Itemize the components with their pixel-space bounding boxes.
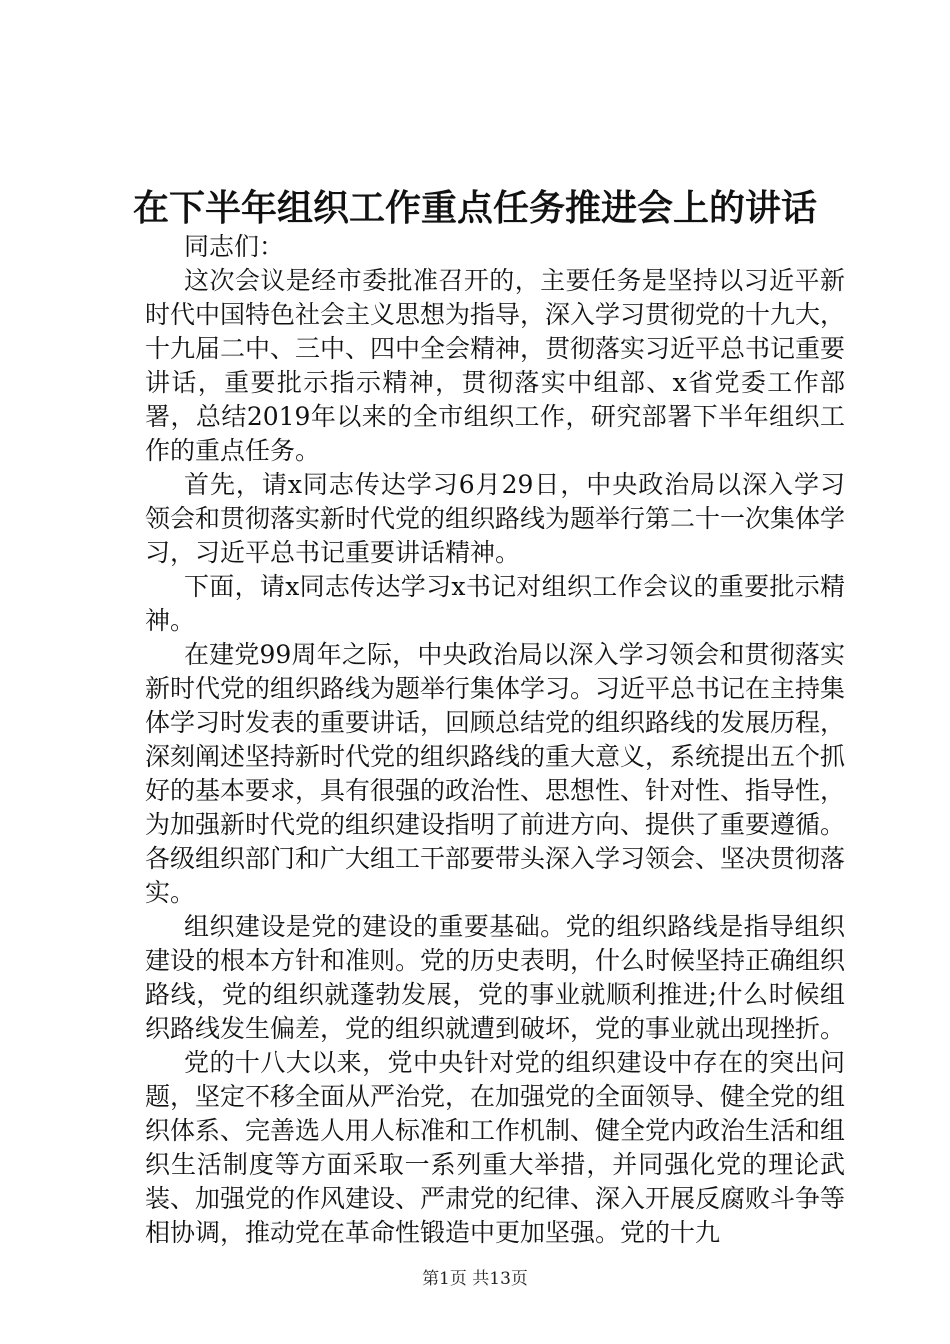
page-number-footer: 第1页 共13页 — [422, 1269, 528, 1289]
document-title: 在下半年组织工作重点任务推进会上的讲话 — [132, 187, 817, 229]
paragraph: 组织建设是党的建设的重要基础。党的组织路线是指导组织建设的根本方针和准则。党的历史表明，什么时候坚持正确组织路线，党的组织就蓬勃发展，党的事业就顺利推进;什么时候组织路线发生偏差，党的组织就遭到破坏，党的事业就出现挫折。 — [145, 912, 846, 1043]
paragraph: 这次会议是经市委批准召开的，主要任务是坚持以习近平新时代中国特色社会主义思想为指导，深入学习贯彻党的十九大，十九届二中、三中、四中全会精神，贯彻落实习近平总书记重要讲话，重要批示指示精神，贯彻落实中组部、x省党委工作部署，总结2019年以来的全市组织工作，研究部署下半年组织工作的重点任务。 — [145, 266, 846, 465]
paragraph: 党的十八大以来，党中央针对党的组织建设中存在的突出问题，坚定不移全面从严治党，在加强党的全面领导、健全党的组织体系、完善选人用人标准和工作机制、健全党内政治生活和组织生活制度等方面采取一系列重大举措，并同强化党的理论武装、加强党的作风建设、严肃党的纪律、深入开展反腐败斗争等相协调，推动党在革命性锻造中更加坚强。党的十九 — [145, 1048, 846, 1247]
document-body — [145, 230, 845, 1250]
paragraph: 在建党99周年之际，中央政治局以深入学习领会和贯彻落实新时代党的组织路线为题举行集体学习。习近平总书记在主持集体学习时发表的重要讲话，回顾总结党的组织路线的发展历程，深刻阐述坚持新时代党的组织路线的重大意义，系统提出五个抓好的基本要求，具有很强的政治性、思想性、针对性、指导性，为加强新时代党的组织建设指明了前进方向、提供了重要遵循。各级组织部门和广大组工干部要带头深入学习领会、坚决贯彻落实。 — [145, 640, 846, 907]
paragraph: 首先，请x同志传达学习6月29日，中央政治局以深入学习领会和贯彻落实新时代党的组织路线为题举行第二十一次集体学习，习近平总书记重要讲话精神。 — [145, 470, 846, 567]
paragraph: 下面，请x同志传达学习x书记对组织工作会议的重要批示精神。 — [145, 572, 845, 635]
paragraph-salutation: 同志们： — [184, 232, 285, 261]
